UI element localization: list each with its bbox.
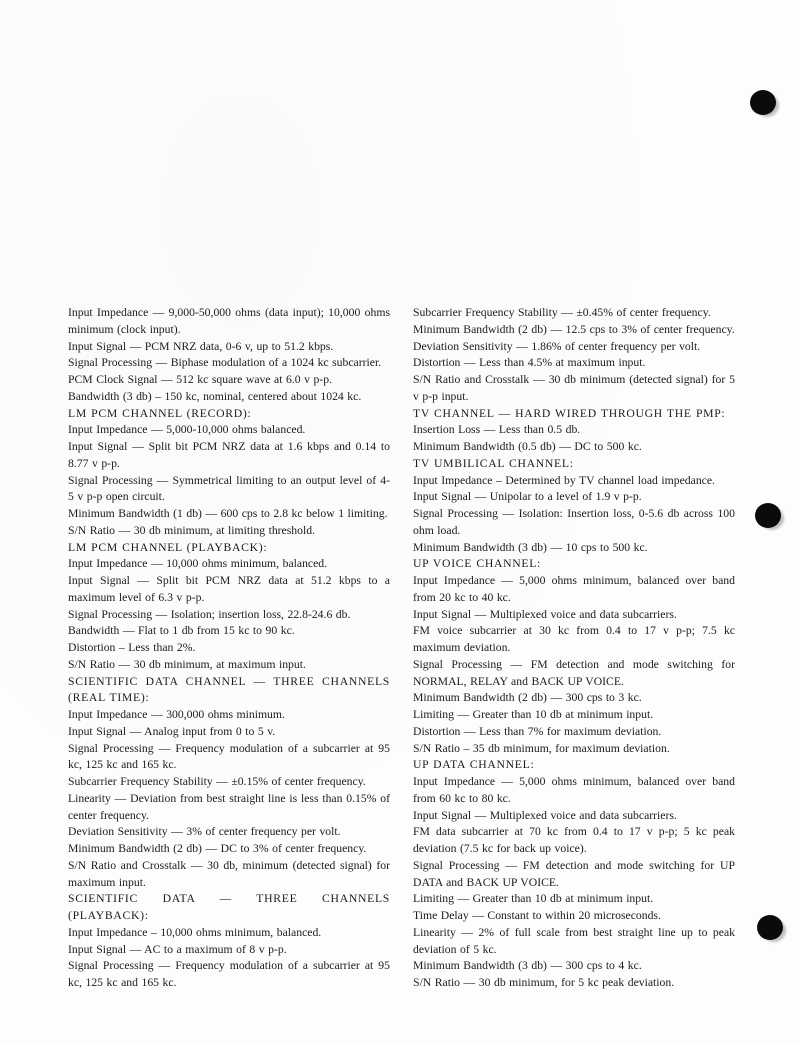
section-heading: TV CHANNEL — HARD WIRED THROUGH THE PMP: bbox=[413, 406, 726, 420]
spec-line: Input Signal — Analog input from 0 to 5 v. bbox=[68, 724, 276, 738]
spec-line: Minimum Bandwidth (3 db) — 10 cps to 500 kc. bbox=[413, 540, 648, 554]
spec-line: Input Impedance — 10,000 ohms minimum, balanced. bbox=[68, 557, 328, 571]
spec-line: Distortion — Less than 7% for maximum deviation. bbox=[413, 724, 662, 738]
section-heading: LM PCM CHANNEL (RECORD): bbox=[68, 406, 252, 420]
spec-line: Linearity — 2% of full scale from best straight line up to peak deviation of 5 kc. bbox=[413, 925, 735, 956]
spec-line: S/N Ratio — 30 db minimum, for 5 kc peak deviation. bbox=[413, 976, 675, 989]
spec-line: Insertion Loss — Less than 0.5 db. bbox=[413, 423, 581, 437]
spec-line: Deviation Sensitivity — 1.86% of center frequency per volt. bbox=[413, 339, 701, 353]
binder-hole-middle bbox=[755, 503, 781, 528]
spec-line: Distortion – Less than 2%. bbox=[68, 641, 196, 654]
spec-line: Input Impedance — 9,000-50,000 ohms (data input); 10,000 ohms minimum (clock input). bbox=[68, 306, 390, 336]
spec-line: Signal Processing — Biphase modulation of a 1024 kc subcarrier. bbox=[68, 356, 382, 370]
spec-line: Input Signal — AC to a maximum of 8 v p-p. bbox=[68, 942, 287, 956]
spec-line: Minimum Bandwidth (3 db) — 300 cps to 4 kc. bbox=[413, 959, 642, 973]
spec-line: Input Impedance – 10,000 ohms minimum, balanced. bbox=[68, 925, 322, 939]
spec-column-left bbox=[68, 305, 390, 992]
spec-line: Minimum Bandwidth (2 db) — DC to 3% of center frequency. bbox=[68, 842, 367, 855]
spec-line: Input Signal — Multiplexed voice and data subcarriers. bbox=[413, 808, 677, 822]
spec-line: Signal Processing — Symmetrical limiting to an output level of 4-5 v p-p open circuit. bbox=[68, 473, 390, 504]
spec-line: Input Signal — Multiplexed voice and data subcarriers. bbox=[413, 607, 677, 621]
spec-line: Minimum Bandwidth (2 db) — 300 cps to 3 kc. bbox=[413, 691, 642, 705]
spec-line: Bandwidth (3 db) – 150 kc, nominal, centered about 1024 kc. bbox=[68, 389, 362, 403]
spec-line: Input Impedance — 5,000-10,000 ohms balanced. bbox=[68, 423, 306, 437]
spec-line: Input Impedance — 5,000 ohms minimum, balanced over band from 60 kc to 80 kc. bbox=[413, 775, 735, 805]
spec-line: Limiting — Greater than 10 db at minimum input. bbox=[413, 708, 654, 721]
spec-line: S/N Ratio — 30 db minimum, at limiting threshold. bbox=[68, 523, 315, 537]
spec-line: Time Delay — Constant to within 20 microseconds. bbox=[413, 909, 661, 922]
spec-line: Subcarrier Frequency Stability — ±0.15% of center frequency. bbox=[68, 775, 366, 788]
spec-line: Limiting — Greater than 10 db at minimum input. bbox=[413, 892, 654, 906]
spec-line: Signal Processing — Isolation; insertion loss, 22.8-24.6 db. bbox=[68, 607, 351, 621]
spec-line: Subcarrier Frequency Stability — ±0.45% of center frequency. bbox=[413, 306, 711, 319]
spec-line: FM voice subcarrier at 30 kc from 0.4 to 17 v p-p; 7.5 kc maximum deviation. bbox=[413, 624, 735, 654]
spec-line: Minimum Bandwidth (0.5 db) — DC to 500 kc. bbox=[413, 440, 642, 453]
section-heading: TV UMBILICAL CHANNEL: bbox=[413, 456, 574, 470]
spec-line: Linearity — Deviation from best straight line is less than 0.15% of center frequency. bbox=[68, 791, 390, 822]
binder-hole-top bbox=[750, 90, 776, 115]
spec-line: Signal Processing — Frequency modulation of a subcarrier at 95 kc, 125 kc and 165 kc. bbox=[68, 741, 390, 772]
spec-line: Minimum Bandwidth (1 db) — 600 cps to 2.8 kc below 1 limiting. bbox=[68, 507, 388, 520]
spec-line: FM data subcarrier at 70 kc from 0.4 to 17 v p-p; 5 kc peak deviation (7.5 kc for back up voice). bbox=[413, 825, 735, 855]
spec-line: PCM Clock Signal — 512 kc square wave at 6.0 v p-p. bbox=[68, 373, 333, 386]
spec-line: Input Impedance — 300,000 ohms minimum. bbox=[68, 708, 285, 721]
section-heading: UP VOICE CHANNEL: bbox=[413, 557, 542, 571]
section-heading: SCIENTIFIC DATA — THREE CHANNELS (PLAYBACK): bbox=[68, 892, 390, 922]
spec-line: Input Signal — Split bit PCM NRZ data at 1.6 kbps and 0.14 to 8.77 v p-p. bbox=[68, 440, 390, 470]
spec-line: Deviation Sensitivity — 3% of center frequency per volt. bbox=[68, 825, 341, 839]
spec-column-right bbox=[413, 305, 735, 992]
spec-line: Input Signal — Split bit PCM NRZ data at 51.2 kbps to a maximum level of 6.3 v p-p. bbox=[68, 574, 390, 604]
spec-line: Input Impedance – Determined by TV channel load impedance. bbox=[413, 473, 715, 487]
spec-line: Input Signal — Unipolar to a level of 1.9 v p-p. bbox=[413, 490, 642, 504]
spec-line: Signal Processing — Isolation: Insertion loss, 0-5.6 db across 100 ohm load. bbox=[413, 507, 735, 537]
spec-line: Input Impedance — 5,000 ohms minimum, balanced over band from 20 kc to 40 kc. bbox=[413, 574, 735, 604]
section-heading: UP DATA CHANNEL: bbox=[413, 758, 535, 772]
spec-line: Signal Processing — FM detection and mode switching for UP DATA and BACK UP VOICE. bbox=[413, 858, 735, 889]
spec-text-block bbox=[68, 305, 736, 992]
spec-line: Bandwidth — Flat to 1 db from 15 kc to 90 kc. bbox=[68, 624, 295, 638]
spec-line: S/N Ratio – 35 db minimum, for maximum deviation. bbox=[413, 741, 670, 755]
spec-line: S/N Ratio — 30 db minimum, at maximum input. bbox=[68, 657, 306, 671]
spec-line: Minimum Bandwidth (2 db) — 12.5 cps to 3% of center frequency. bbox=[413, 322, 735, 336]
binder-hole-bottom bbox=[757, 915, 783, 940]
spec-line: Signal Processing — FM detection and mode switching for NORMAL, RELAY and BACK UP VOICE. bbox=[413, 657, 735, 688]
section-heading: LM PCM CHANNEL (PLAYBACK): bbox=[68, 540, 268, 554]
spec-line: S/N Ratio and Crosstalk — 30 db, minimum (detected signal) for maximum input. bbox=[68, 858, 390, 889]
spec-line: Signal Processing — Frequency modulation of a subcarrier at 95 kc, 125 kc and 165 kc. bbox=[68, 959, 390, 989]
spec-line: Distortion — Less than 4.5% at maximum input. bbox=[413, 356, 646, 370]
section-heading: SCIENTIFIC DATA CHANNEL — THREE CHANNELS (REAL TIME): bbox=[68, 674, 390, 705]
spec-line: S/N Ratio and Crosstalk — 30 db minimum (detected signal) for 5 v p-p input. bbox=[413, 373, 735, 403]
spec-line: Input Signal — PCM NRZ data, 0-6 v, up to 51.2 kbps. bbox=[68, 339, 334, 353]
